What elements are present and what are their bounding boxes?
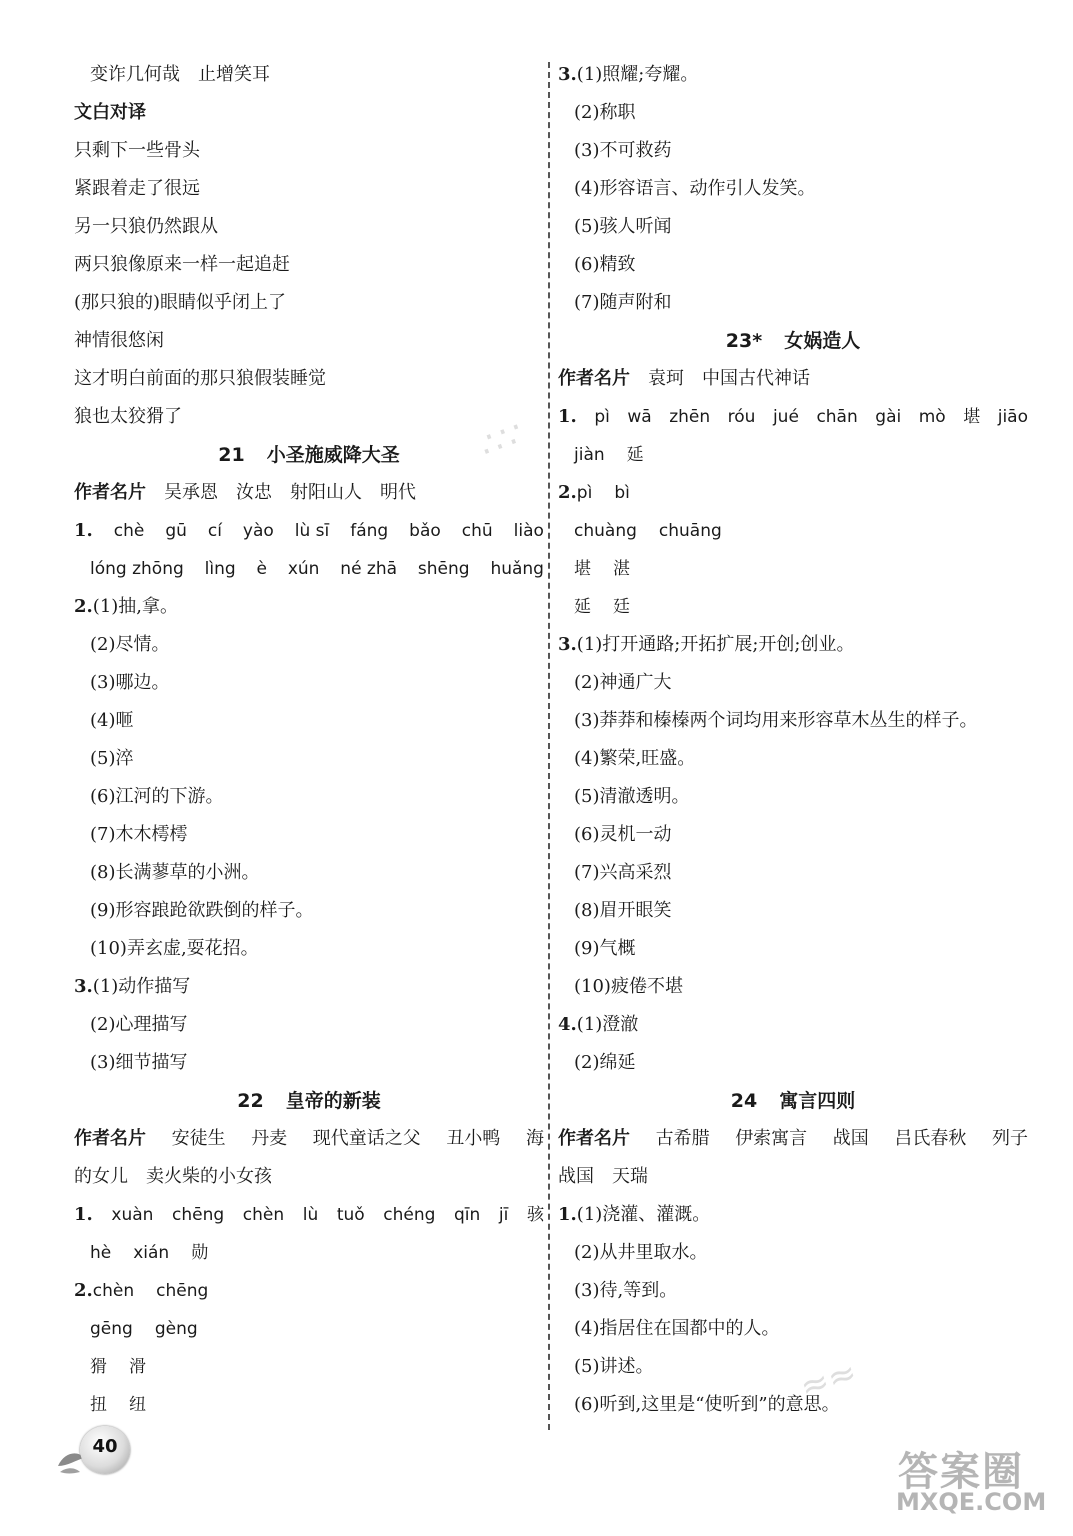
author-card-item: 吕氏春秋	[894, 1128, 967, 1149]
answer-line	[74, 816, 544, 854]
answer-line	[74, 702, 544, 740]
answer-line	[74, 1158, 544, 1196]
answer-line	[74, 892, 544, 930]
section-number: 24	[730, 1090, 758, 1112]
answer-line	[74, 56, 544, 94]
answer-line	[558, 854, 1028, 892]
answer-text: (9)形容踉跄欲跌倒的样子。	[90, 900, 314, 921]
author-card-line	[74, 474, 544, 512]
answer-text: (10)弄玄虚,耍花招。	[90, 938, 259, 959]
pinyin-answer: chū	[461, 521, 493, 541]
column-divider	[548, 62, 550, 1430]
pinyin-answer: 湛	[613, 559, 630, 579]
pinyin-answer: lù	[302, 1205, 319, 1225]
pinyin-answer: tuǒ	[336, 1205, 365, 1225]
pinyin-answer: shēng	[417, 559, 470, 579]
answer-line	[558, 1310, 1028, 1348]
answer-text: (4)咂	[90, 710, 134, 731]
pinyin-answer: bì	[614, 483, 630, 503]
answer-line	[558, 132, 1028, 170]
section-title	[74, 436, 544, 474]
answer-text: (4)繁荣,旺盛。	[574, 748, 696, 769]
pinyin-line	[558, 474, 1028, 512]
answer-line	[74, 588, 544, 626]
pinyin-answer: chè	[113, 521, 145, 541]
answer-text: (10)疲倦不堪	[574, 976, 683, 997]
pinyin-answer: mò	[918, 407, 946, 427]
answer-text: 另一只狼仍然跟从	[74, 216, 218, 237]
author-card-item: 列子	[991, 1128, 1028, 1149]
pinyin-line	[74, 1234, 544, 1272]
pinyin-answer: huǎng	[490, 559, 544, 579]
answer-line	[558, 170, 1028, 208]
pinyin-answer: chēng	[156, 1281, 209, 1301]
pinyin-answer: yào	[242, 521, 274, 541]
answer-line	[74, 322, 544, 360]
answer-line	[558, 1006, 1028, 1044]
pinyin-answer: chèn	[92, 1281, 135, 1301]
author-card-label: 作者名片	[558, 1128, 630, 1149]
answer-line	[74, 1044, 544, 1082]
pinyin-answer: chuāng	[658, 521, 722, 541]
answer-text: 文白对译	[74, 102, 146, 123]
answer-text: (1)打开通路;开拓扩展;开创;创业。	[576, 634, 855, 655]
answer-text: (5)清澈透明。	[574, 786, 690, 807]
pinyin-line	[558, 588, 1028, 626]
pinyin-line	[74, 512, 544, 550]
answer-line	[558, 892, 1028, 930]
author-card-label: 作者名片	[74, 482, 146, 503]
answer-line	[558, 284, 1028, 322]
author-card-text: 吴承恩 汝忠 射阳山人 明代	[146, 482, 416, 503]
answer-text: (3)待,等到。	[574, 1280, 678, 1301]
answer-line	[74, 398, 544, 436]
pinyin-line	[558, 398, 1028, 436]
answer-text: (1)浇灌、灌溉。	[576, 1204, 711, 1225]
pinyin-line	[74, 1272, 544, 1310]
answer-line	[558, 930, 1028, 968]
answer-text: (2)尽情。	[90, 634, 170, 655]
answer-line	[558, 1348, 1028, 1386]
answer-text: 神情很悠闲	[74, 330, 164, 351]
question-number: 3.	[74, 976, 93, 997]
answer-text: (5)淬	[90, 748, 134, 769]
answer-line	[558, 664, 1028, 702]
pinyin-answer: bǎo	[409, 521, 441, 541]
pinyin-line	[558, 512, 1028, 550]
pinyin-answer: lóng zhōng	[90, 559, 184, 579]
pinyin-answer: gēng	[90, 1319, 133, 1339]
pinyin-line	[74, 1196, 544, 1234]
answer-line	[558, 246, 1028, 284]
answer-text: 战国 天瑞	[558, 1166, 648, 1187]
pinyin-line	[74, 550, 544, 588]
answer-text: (2)心理描写	[90, 1014, 188, 1035]
answer-text: (5)骇人听闻	[574, 216, 672, 237]
author-card-label: 作者名片	[558, 368, 630, 389]
answer-line	[558, 94, 1028, 132]
answer-text: (2)绵延	[574, 1052, 636, 1073]
pinyin-answer: né zhā	[340, 559, 398, 579]
question-number: 1.	[558, 406, 577, 427]
section-number: 22	[237, 1090, 264, 1112]
answer-text: (5)讲述。	[574, 1356, 654, 1377]
answer-text: (6)听到,这里是“使听到”的意思。	[574, 1394, 840, 1415]
author-card-line	[74, 1120, 544, 1158]
pinyin-answer: liào	[513, 521, 544, 541]
answer-line	[74, 246, 544, 284]
pinyin-answer: xián	[133, 1243, 170, 1263]
question-number: 3.	[558, 634, 577, 655]
answer-line	[74, 1006, 544, 1044]
answer-text: (4)指居住在国都中的人。	[574, 1318, 780, 1339]
question-number: 2.	[74, 1280, 93, 1301]
answer-text: (那只狼的)眼睛似乎闭上了	[74, 292, 287, 313]
pinyin-answer: lù sī	[294, 521, 330, 541]
pinyin-answer: è	[256, 559, 267, 579]
pinyin-answer: pì	[576, 483, 593, 503]
question-number: 1.	[558, 1204, 577, 1225]
pinyin-answer: róu	[727, 407, 756, 427]
section-number: 21	[218, 444, 245, 466]
answer-text: 变诈几何哉 止增笑耳	[90, 64, 270, 85]
author-card-item: 古希腊	[655, 1128, 710, 1149]
pinyin-answer: 扭	[90, 1395, 107, 1415]
answer-text: (3)哪边。	[90, 672, 170, 693]
pinyin-answer: jiāo	[997, 407, 1028, 427]
answer-line	[558, 1272, 1028, 1310]
answer-line	[558, 1044, 1028, 1082]
author-card-item: 现代童话之父	[312, 1128, 421, 1149]
pinyin-answer: xún	[287, 559, 320, 579]
pinyin-answer: chéng	[383, 1205, 436, 1225]
author-card-item: 战国	[832, 1128, 869, 1149]
answer-line	[74, 778, 544, 816]
answer-line	[558, 208, 1028, 246]
answer-text: (1)澄澈	[576, 1014, 639, 1035]
answer-line	[558, 626, 1028, 664]
pinyin-answer: hè	[90, 1243, 112, 1263]
author-card-line	[558, 360, 1028, 398]
answer-text: (6)精致	[574, 254, 636, 275]
pinyin-answer: lìng	[204, 559, 236, 579]
section-title-text: 寓言四则	[779, 1090, 856, 1112]
faint-watermark-mark: ∴∵	[474, 413, 529, 467]
question-number: 1.	[74, 1204, 93, 1225]
answer-text: (6)江河的下游。	[90, 786, 224, 807]
pinyin-answer: zhēn	[669, 407, 711, 427]
answer-line	[74, 360, 544, 398]
author-card-label: 作者名片	[74, 1128, 146, 1149]
pinyin-line	[74, 1386, 544, 1424]
pinyin-answer: 猾	[90, 1357, 107, 1377]
pinyin-answer: 廷	[613, 597, 630, 617]
answer-text: (3)细节描写	[90, 1052, 188, 1073]
pinyin-answer: chēng	[172, 1205, 225, 1225]
answer-text: 只剩下一些骨头	[74, 140, 200, 161]
answer-text: (7)随声附和	[574, 292, 672, 313]
pinyin-answer: chuàng	[574, 521, 637, 541]
watermark-url: MXQE.COM	[896, 1488, 1047, 1516]
question-number: 2.	[558, 482, 577, 503]
section-title-text: 皇帝的新装	[285, 1090, 381, 1112]
pinyin-answer: 堪	[574, 559, 591, 579]
answer-line	[558, 1386, 1028, 1424]
answer-text: 的女儿 卖火柴的小女孩	[74, 1166, 272, 1187]
section-title-text: 女娲造人	[784, 330, 861, 352]
pinyin-answer: chèn	[242, 1205, 285, 1225]
watermark-logo: 答案圈	[898, 1449, 1024, 1495]
answer-line	[74, 854, 544, 892]
pinyin-answer: gèng	[154, 1319, 198, 1339]
author-card-item: 丑小鸭	[446, 1128, 501, 1149]
pinyin-answer: 滑	[129, 1357, 146, 1377]
right-column	[558, 56, 1028, 1424]
answer-text: (3)不可救药	[574, 140, 672, 161]
answer-text: (4)形容语言、动作引人发笑。	[574, 178, 816, 199]
answer-line	[558, 740, 1028, 778]
pinyin-line	[74, 1348, 544, 1386]
answer-line	[74, 170, 544, 208]
question-number: 3.	[558, 64, 577, 85]
answer-text: 狼也太狡猾了	[74, 406, 182, 427]
answer-line	[74, 132, 544, 170]
section-number: 23*	[725, 330, 763, 352]
answer-line	[74, 208, 544, 246]
section-title	[74, 1082, 544, 1120]
answer-line	[74, 626, 544, 664]
page-number: 40	[92, 1436, 118, 1457]
question-number: 2.	[74, 596, 93, 617]
answer-text: 这才明白前面的那只狼假装睡觉	[74, 368, 326, 389]
answer-line	[558, 1158, 1028, 1196]
pinyin-answer: xuàn	[111, 1205, 154, 1225]
answer-text: (1)抽,拿。	[92, 596, 179, 617]
answer-line	[558, 1196, 1028, 1234]
pinyin-answer: 勋	[191, 1243, 209, 1263]
answer-line	[74, 664, 544, 702]
answer-line	[558, 778, 1028, 816]
answer-text: (1)照耀;夸耀。	[576, 64, 699, 85]
pinyin-answer: chān	[816, 407, 858, 427]
answer-line	[558, 702, 1028, 740]
page-number-badge	[54, 1422, 136, 1478]
answer-text: (7)兴高采烈	[574, 862, 672, 883]
answer-line	[558, 56, 1028, 94]
question-number: 1.	[74, 520, 93, 541]
answer-text: 紧跟着走了很远	[74, 178, 200, 199]
pinyin-answer: wā	[627, 407, 652, 427]
author-card-line	[558, 1120, 1028, 1158]
author-card-text: 袁珂 中国古代神话	[630, 368, 810, 389]
pinyin-answer: jī	[498, 1205, 509, 1225]
pinyin-line	[558, 436, 1028, 474]
faint-watermark-mark: ≈≈	[795, 1352, 862, 1408]
pinyin-answer: gū	[165, 521, 187, 541]
pinyin-answer: 骇	[526, 1205, 544, 1225]
pinyin-answer: 堪	[963, 407, 981, 427]
pinyin-answer: gài	[875, 407, 902, 427]
answer-line	[74, 94, 544, 132]
pinyin-line	[558, 550, 1028, 588]
pinyin-answer: cí	[207, 521, 222, 541]
answer-line	[558, 816, 1028, 854]
author-card-item: 丹麦	[251, 1128, 288, 1149]
section-title-text: 小圣施威降大圣	[266, 444, 400, 466]
answer-line	[558, 1234, 1028, 1272]
answer-line	[74, 968, 544, 1006]
pinyin-answer: qīn	[454, 1205, 481, 1225]
section-title	[558, 322, 1028, 360]
pinyin-line	[74, 1310, 544, 1348]
pinyin-answer: jiàn	[574, 445, 605, 465]
answer-text: (2)神通广大	[574, 672, 672, 693]
answer-text: (8)长满蓼草的小洲。	[90, 862, 260, 883]
author-card-item: 海	[525, 1128, 544, 1149]
answer-line	[558, 968, 1028, 1006]
answer-text: (2)称职	[574, 102, 636, 123]
pinyin-answer: jué	[772, 407, 799, 427]
answer-text: 两只狼像原来一样一起追赶	[74, 254, 290, 275]
left-column	[74, 56, 544, 1424]
author-card-item: 安徒生	[171, 1128, 226, 1149]
pinyin-answer: 纽	[129, 1395, 146, 1415]
section-title	[558, 1082, 1028, 1120]
pinyin-answer: pì	[594, 407, 610, 427]
answer-text: (2)从井里取水。	[574, 1242, 708, 1263]
answer-text: (8)眉开眼笑	[574, 900, 672, 921]
answer-text: (3)莽莽和榛榛两个词均用来形容草木丛生的样子。	[574, 710, 978, 731]
pinyin-answer: 延	[626, 445, 644, 465]
pinyin-answer: fáng	[350, 521, 389, 541]
answer-text: (6)灵机一动	[574, 824, 672, 845]
question-number: 4.	[558, 1014, 577, 1035]
answer-text: (1)动作描写	[92, 976, 191, 997]
answer-line	[74, 284, 544, 322]
pinyin-answer: 延	[574, 597, 591, 617]
answer-text: (9)气概	[574, 938, 636, 959]
answer-line	[74, 740, 544, 778]
author-card-item: 伊索寓言	[735, 1128, 808, 1149]
answer-text: (7)木木樗樗	[90, 824, 188, 845]
answer-line	[74, 930, 544, 968]
